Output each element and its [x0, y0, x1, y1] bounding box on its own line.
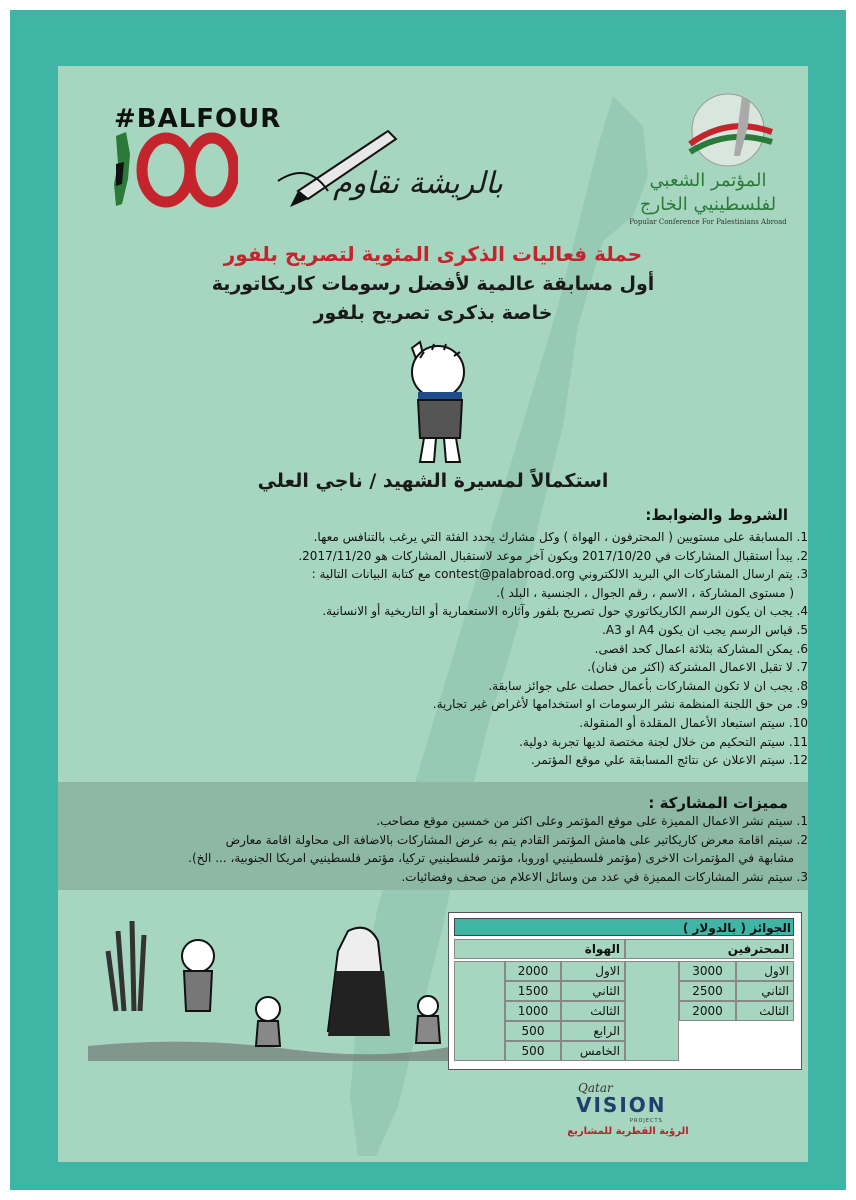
amateur-rank-2: الثاني	[561, 981, 625, 1001]
rule-item: 6. يمكن المشاركة بثلاثة اعمال كحد اقصى.	[594, 641, 808, 656]
rules-heading: الشروط والضوابط:	[645, 506, 788, 524]
amateur-amount-1: 2000	[505, 961, 561, 981]
benefit-item: 2. سيتم اقامة معرض كاريكاتير على هامش المؤتمر القادم يتم به عرض المشاركات بالاضافة الى محاولة اقامة معارض	[225, 832, 808, 847]
pro-rank-1: الاول	[736, 961, 794, 981]
amateur-amount-5: 500	[505, 1041, 561, 1061]
amateur-rank-1: الاول	[561, 961, 625, 981]
sponsor-name-arabic: الرؤية القطرية للمشاريع	[567, 1126, 689, 1137]
benefits-heading: مميزات المشاركة :	[648, 794, 788, 812]
amateurs-label: الهواة	[454, 939, 625, 959]
pro-amount-2: 2500	[679, 981, 736, 1001]
amateur-empty-cell	[454, 961, 505, 1061]
sponsor-name-main: VISION	[576, 1093, 667, 1117]
balfour-100-logo	[108, 124, 238, 214]
rule-item: 11. سيتم التحكيم من خلال لجنة مختصة لديها تجربة دولية.	[519, 734, 808, 749]
contest-subtitle: خاصة بذكرى تصريح بلفور	[313, 302, 553, 324]
benefit-item: 3. سيتم نشر المشاركات المميزة في عدد من وسائل الاعلام من صحف وفضائيات.	[401, 869, 808, 884]
pro-empty-cell	[625, 961, 679, 1061]
pro-amount-1: 3000	[679, 961, 736, 981]
campaign-title: حملة فعاليات الذكرى المئوية لتصريح بلفور	[223, 242, 643, 266]
slogan: بالريشة نقاوم	[333, 166, 503, 201]
rules-list	[78, 528, 808, 770]
amateur-amount-2: 1500	[505, 981, 561, 1001]
rule-item: 5. قياس الرسم يجب ان يكون A4 او A3.	[602, 622, 808, 637]
professionals-label: المحترفين	[625, 939, 794, 959]
prizes-title: الجوائز ( بالدولار )	[454, 918, 794, 936]
amateur-rank-3: الثالث	[561, 1001, 625, 1021]
benefits-list	[78, 812, 808, 886]
rule-item: 12. سيتم الاعلان عن نتائج المسابقة علي موقع المؤتمر.	[530, 753, 808, 768]
rule-item-continuation: ( مستوى المشاركة ، الاسم ، رقم الجوال ، الجنسية ، البلد ).	[496, 585, 794, 600]
rule-item: 1. المسابقة على مستويين ( المحترفون ، الهواة ) وكل مشارك يحدد الفئة التي يرغب بالتنافس معها.	[313, 530, 808, 544]
organization-name-line2: لفلسطينيي الخارج	[639, 194, 777, 215]
sponsor-name-top: Qatar	[578, 1081, 613, 1095]
pro-rank-3: الثالث	[736, 1001, 794, 1021]
rule-item: 7. لا تقبل الاعمال المشتركة (اكثر من فنان).	[587, 660, 808, 675]
organization-name-english: Popular Conference For Palestinians Abroad	[629, 218, 787, 226]
caricature-illustration	[88, 911, 468, 1061]
rule-item: 4. يجب ان يكون الرسم الكاريكاتوري حول تصريح بلفور وآثاره الاستعمارية أو التاريخية أو الانسانية.	[322, 604, 808, 619]
rule-item: 9. من حق اللجنة المنظمة نشر الرسومات او استخدامها لأغراض غير تجارية.	[432, 697, 808, 712]
amateur-rank-5: الخامس	[561, 1041, 625, 1061]
rule-item: 2. يبدأ استقبال المشاركات في 2017/10/20 ويكون آخر موعد لاستقبال المشاركات هو 2017/11/20.	[298, 548, 808, 563]
pro-rank-2: الثاني	[736, 981, 794, 1001]
contest-title: أول مسابقة عالمية لأفضل رسومات كاريكاتورية	[211, 273, 655, 295]
pro-amount-3: 2000	[679, 1001, 736, 1021]
handala-figure	[390, 338, 476, 468]
amateur-rank-4: الرابع	[561, 1021, 625, 1041]
poster-frame	[10, 10, 846, 1190]
amateur-amount-3: 1000	[505, 1001, 561, 1021]
tribute-line: استكمالاً لمسيرة الشهيد / ناجي العلي	[257, 470, 609, 492]
amateur-amount-4: 500	[505, 1021, 561, 1041]
rule-item: 8. يجب ان لا تكون المشاركات بأعمال حصلت على جوائز سابقة.	[488, 678, 808, 693]
sponsor-name-small: PROJECTS	[630, 1118, 663, 1124]
conference-logo	[668, 86, 788, 176]
qatar-vision-logo	[568, 1076, 688, 1126]
rule-item: 10. سيتم استبعاد الأعمال المقلدة أو المنقولة.	[579, 715, 808, 730]
organization-name-line1: المؤتمر الشعبي	[649, 170, 767, 191]
rule-item: 3. يتم ارسال المشاركات الي البريد الالكتروني contest@palabroad.org مع كتابة البيانات التالية :	[311, 567, 808, 582]
benefit-item: 1. سيتم نشر الاعمال المميزة على موقع المؤتمر وعلى اكثر من خمسين موقع مصاحب.	[376, 814, 808, 828]
prizes-table	[448, 912, 802, 1070]
poster-panel	[58, 66, 808, 1162]
benefit-item-continuation: مشابهة في المؤتمرات الاخرى (مؤتمر فلسطينيي اوروبا، مؤتمر فلسطينيي تركيا، مؤتمر فلسطينيي امريكا الجنوبية، ... الخ).	[188, 851, 794, 865]
balfour-hashtag: #BALFOUR	[114, 104, 282, 134]
